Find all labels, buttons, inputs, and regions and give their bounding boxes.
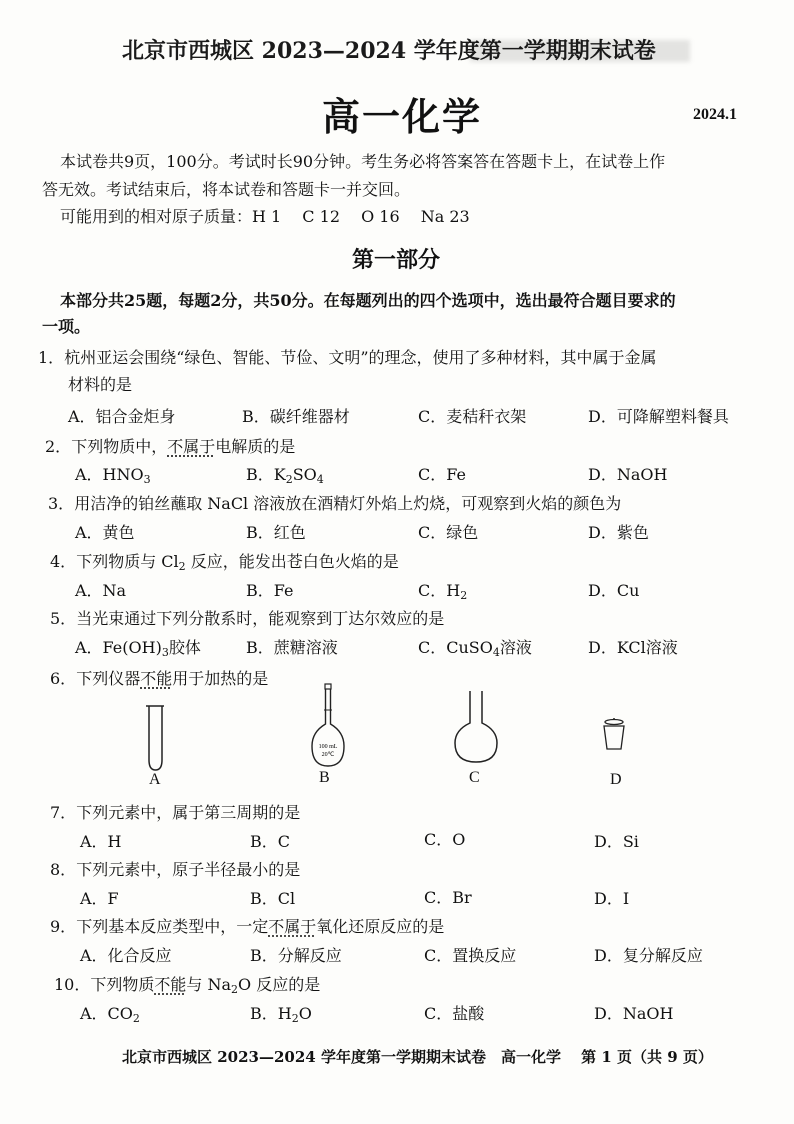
question-number: 5． bbox=[50, 609, 77, 628]
flask-temp-label: 20℃ bbox=[321, 752, 335, 758]
q5-option-c: C．CuSO$_4$溶液 bbox=[418, 638, 532, 659]
question-number: 6． bbox=[50, 669, 77, 688]
q9-option-d: D．复分解反应 bbox=[594, 946, 703, 965]
question-9 bbox=[50, 914, 444, 937]
question-1 bbox=[38, 345, 657, 368]
q4-option-a: A．Na bbox=[75, 581, 127, 600]
question-text: 与 Na bbox=[186, 975, 232, 994]
question-10: 10．下列物质不能与 $Na_2O$ 反应的是 bbox=[54, 975, 321, 996]
question-8 bbox=[50, 857, 300, 880]
q5-option-a: A．$Fe(OH)_3$胶体 bbox=[75, 638, 201, 659]
q7-option-c: C．O bbox=[424, 830, 466, 849]
q9-option-a: A．化合反应 bbox=[80, 946, 172, 965]
q9-option-c: C．置换反应 bbox=[424, 946, 517, 965]
emphasis-dots: 不能 bbox=[154, 975, 187, 994]
question-text: 下列元素中，原子半径最小的是 bbox=[76, 860, 301, 879]
q5-option-b: B．蔗糖溶液 bbox=[246, 638, 338, 657]
atomic-mass-line: 可能用到的相对原子质量：H 1 C 12 O 16 Na 23 bbox=[60, 207, 470, 226]
question-number: 1． bbox=[38, 348, 65, 367]
emphasis-dots: 不能 bbox=[140, 669, 173, 688]
q5-option-d: D．KCl溶液 bbox=[588, 638, 678, 657]
question-text: 下列仪器 bbox=[76, 669, 141, 688]
q8-option-d: D．I bbox=[594, 889, 630, 908]
question-text: 电解质的是 bbox=[215, 437, 296, 456]
q4-option-c: C．$H_2$ bbox=[418, 581, 468, 602]
question-number: 2． bbox=[45, 437, 72, 456]
question-number: 3． bbox=[48, 494, 75, 513]
question-text: 下列物质 bbox=[90, 975, 155, 994]
q10-option-d: D．NaOH bbox=[594, 1004, 674, 1023]
question-number: 10． bbox=[54, 975, 91, 994]
q1-option-d: D．可降解塑料餐具 bbox=[588, 407, 729, 426]
question-text: 下列物质与 Cl bbox=[76, 552, 179, 571]
intro-line-1: 本试卷共9页，100分。考试时长90分钟。考生务必将答案答在答题卡上，在试卷上作 bbox=[60, 152, 666, 171]
page-footer: 北京市西城区 2023—2024 学年度第一学期期末试卷 高一化学 第 1 页（共 9 页） bbox=[122, 1048, 713, 1066]
question-number: 8． bbox=[50, 860, 77, 879]
question-4: 4．下列物质与 $Cl_2$ 反应，能发出苍白色火焰的是 bbox=[50, 552, 399, 573]
flask-capacity-label: 100 mL bbox=[318, 744, 338, 750]
q3-option-b: B．红色 bbox=[246, 523, 306, 542]
instructions-line-2: 一项。 bbox=[42, 317, 91, 336]
q1-option-c: C．麦秸秆衣架 bbox=[418, 407, 527, 426]
question-text: 用于加热的是 bbox=[172, 669, 269, 688]
q8-option-b: B．Cl bbox=[250, 889, 296, 908]
question-5 bbox=[50, 606, 444, 629]
q2-option-d: D．NaOH bbox=[588, 465, 668, 484]
question-number: 9． bbox=[50, 917, 77, 936]
q7-option-a: A．H bbox=[80, 832, 122, 851]
crucible-figure bbox=[600, 716, 628, 752]
question-text: 氧化还原反应的是 bbox=[316, 917, 445, 936]
intro-line-2: 答无效。考试结束后，将本试卷和答题卡一并交回。 bbox=[42, 180, 411, 199]
round-bottom-flask-figure bbox=[453, 690, 499, 764]
figure-label-a: A bbox=[149, 771, 161, 788]
q3-option-d: D．紫色 bbox=[588, 523, 649, 542]
emphasis-dots: 不属于 bbox=[268, 917, 317, 936]
section-title: 第一部分 bbox=[352, 247, 441, 273]
question-number: 7． bbox=[50, 803, 77, 822]
q10-option-a: A．$CO_2$ bbox=[80, 1004, 140, 1025]
question-1-cont: 材料的是 bbox=[68, 375, 133, 394]
q3-option-a: A．黄色 bbox=[75, 523, 135, 542]
q2-option-a: A．$HNO_3$ bbox=[75, 465, 151, 486]
exam-header: 北京市西城区 2023—2024 学年度第一学期期末试卷 bbox=[122, 38, 656, 64]
q10-option-b: B．$H_2O$ bbox=[250, 1004, 312, 1025]
q2-option-c: C．Fe bbox=[418, 465, 466, 484]
question-text: 用洁净的铂丝蘸取 NaCl 溶液放在酒精灯外焰上灼烧，可观察到火焰的颜色为 bbox=[74, 494, 622, 513]
q7-option-d: D．Si bbox=[594, 832, 639, 851]
question-text: 下列物质中， bbox=[71, 437, 168, 456]
q2-option-b: B．$K_2SO_4$ bbox=[246, 465, 324, 486]
q8-option-c: C．Br bbox=[424, 888, 472, 907]
emphasis-dots: 不属于 bbox=[167, 437, 216, 456]
q7-option-b: B．C bbox=[250, 832, 291, 851]
question-3 bbox=[48, 491, 621, 514]
test-tube-figure bbox=[146, 702, 166, 772]
question-text: 下列元素中，属于第三周期的是 bbox=[76, 803, 301, 822]
question-text: O 反应的是 bbox=[238, 975, 321, 994]
q3-option-c: C．绿色 bbox=[418, 523, 479, 542]
question-2 bbox=[45, 434, 295, 457]
exam-date: 2024.1 bbox=[693, 106, 737, 123]
figure-label-b: B bbox=[319, 769, 330, 786]
volumetric-flask-figure bbox=[310, 684, 346, 770]
question-text: 当光束通过下列分散系时，能观察到丁达尔效应的是 bbox=[76, 609, 445, 628]
question-text: 下列基本反应类型中，一定 bbox=[76, 917, 269, 936]
question-7 bbox=[50, 800, 300, 823]
figure-label-d: D bbox=[610, 771, 622, 788]
q1-option-a: A．铝合金炬身 bbox=[68, 407, 176, 426]
question-text: 反应，能发出苍白色火焰的是 bbox=[185, 552, 399, 571]
q1-option-b: B．碳纤维器材 bbox=[242, 407, 350, 426]
q4-option-b: B．Fe bbox=[246, 581, 294, 600]
q9-option-b: B．分解反应 bbox=[250, 946, 342, 965]
q10-option-c: C．盐酸 bbox=[424, 1004, 485, 1023]
q4-option-d: D．Cu bbox=[588, 581, 640, 600]
question-number: 4． bbox=[50, 552, 77, 571]
question-text: 杭州亚运会围绕“绿色、智能、节俭、文明”的理念，使用了多种材料，其中属于金属 bbox=[64, 348, 657, 367]
question-6 bbox=[50, 666, 268, 689]
instructions-line-1: 本部分共25题，每题2分，共50分。在每题列出的四个选项中，选出最符合题目要求的 bbox=[60, 291, 676, 310]
q8-option-a: A．F bbox=[80, 889, 119, 908]
figure-label-c: C bbox=[469, 769, 480, 786]
exam-title: 高一化学 bbox=[322, 94, 483, 139]
